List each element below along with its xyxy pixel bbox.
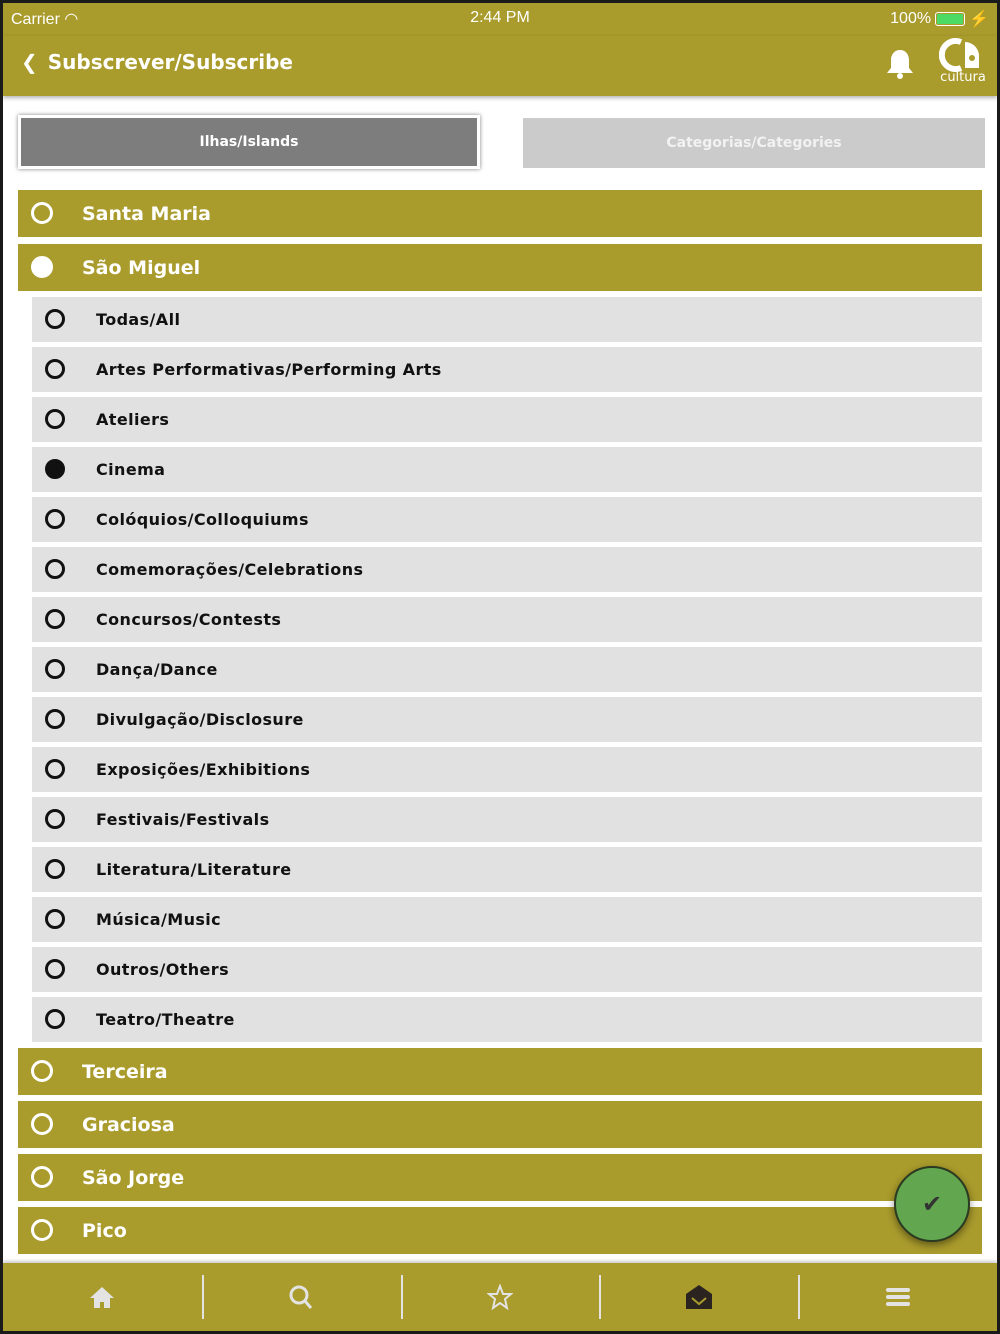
menu-icon (886, 1286, 910, 1308)
island-row[interactable] (18, 190, 982, 237)
bell-icon[interactable] (885, 48, 915, 84)
radio-unchecked-icon[interactable] (45, 909, 65, 929)
category-row[interactable] (32, 447, 982, 492)
radio-unchecked-icon[interactable] (45, 559, 65, 579)
radio-checked-icon[interactable] (31, 256, 53, 278)
category-label: Dança/Dance (96, 660, 218, 679)
category-label: Teatro/Theatre (96, 1010, 235, 1029)
tab-home[interactable] (3, 1263, 202, 1331)
home-icon (89, 1285, 115, 1309)
category-label: Artes Performativas/Performing Arts (96, 360, 442, 379)
nav-bar (3, 36, 997, 96)
radio-checked-icon[interactable] (45, 459, 65, 479)
screen (3, 3, 997, 1331)
radio-unchecked-icon[interactable] (45, 359, 65, 379)
tab-subscribe[interactable] (599, 1263, 798, 1331)
island-row[interactable] (18, 1101, 982, 1148)
carrier-label: Carrier (11, 11, 60, 28)
category-label: Cinema (96, 460, 166, 479)
category-row[interactable] (32, 897, 982, 942)
confirm-button[interactable] (894, 1166, 970, 1242)
radio-unchecked-icon[interactable] (31, 1113, 53, 1135)
category-row[interactable] (32, 347, 982, 392)
radio-unchecked-icon[interactable] (45, 409, 65, 429)
radio-unchecked-icon[interactable] (45, 859, 65, 879)
radio-unchecked-icon[interactable] (45, 609, 65, 629)
radio-unchecked-icon[interactable] (45, 509, 65, 529)
category-row[interactable] (32, 797, 982, 842)
battery (890, 9, 989, 29)
island-row[interactable] (18, 1048, 982, 1095)
tab-search[interactable] (202, 1263, 401, 1331)
mail-icon (685, 1284, 713, 1310)
radio-unchecked-icon[interactable] (45, 959, 65, 979)
category-label: Música/Music (96, 910, 222, 929)
category-label: Literatura/Literature (96, 860, 292, 879)
category-row[interactable] (32, 497, 982, 542)
radio-unchecked-icon[interactable] (45, 659, 65, 679)
charging-icon: ⚡ (969, 11, 989, 28)
chevron-left-icon: ❮ (21, 50, 38, 74)
category-row[interactable] (32, 697, 982, 742)
category-row[interactable] (32, 597, 982, 642)
island-label: Terceira (82, 1060, 168, 1083)
category-label: Concursos/Contests (96, 610, 282, 629)
tab-islands[interactable]: Ilhas/Islands (18, 115, 480, 169)
battery-icon (935, 12, 965, 26)
category-row[interactable] (32, 647, 982, 692)
category-label: Colóquios/Colloquiums (96, 510, 309, 529)
category-row[interactable] (32, 397, 982, 442)
tab-menu[interactable] (798, 1263, 997, 1331)
radio-unchecked-icon[interactable] (45, 1009, 65, 1029)
cultura-logo (939, 38, 987, 85)
category-label: Ateliers (96, 410, 170, 429)
island-label: Pico (82, 1219, 127, 1242)
tab-favorites[interactable] (401, 1263, 600, 1331)
category-row[interactable] (32, 947, 982, 992)
check-icon: ✔ (921, 1190, 943, 1218)
island-label: São Jorge (82, 1166, 185, 1189)
radio-unchecked-icon[interactable] (31, 1060, 53, 1082)
star-icon (487, 1284, 513, 1310)
category-label: Divulgação/Disclosure (96, 710, 304, 729)
island-label: São Miguel (82, 256, 201, 279)
radio-unchecked-icon[interactable] (31, 202, 53, 224)
island-row[interactable] (18, 1207, 982, 1254)
category-row[interactable] (32, 747, 982, 792)
category-row[interactable] (32, 847, 982, 892)
radio-unchecked-icon[interactable] (31, 1219, 53, 1241)
island-row[interactable] (18, 244, 982, 291)
category-row[interactable] (32, 997, 982, 1042)
category-row[interactable] (32, 297, 982, 342)
status-bar (3, 3, 997, 36)
logo-text: cultura (940, 70, 986, 85)
category-label: Festivais/Festivals (96, 810, 270, 829)
island-label: Graciosa (82, 1113, 175, 1136)
page-title: Subscrever/Subscribe (47, 50, 293, 74)
radio-unchecked-icon[interactable] (45, 759, 65, 779)
category-row[interactable] (32, 547, 982, 592)
tab-group (18, 115, 982, 171)
clock: 2:44 PM (470, 9, 530, 26)
island-label: Santa Maria (82, 202, 211, 225)
radio-unchecked-icon[interactable] (31, 1166, 53, 1188)
category-label: Outros/Others (96, 960, 229, 979)
search-icon (288, 1284, 314, 1310)
radio-unchecked-icon[interactable] (45, 809, 65, 829)
radio-unchecked-icon[interactable] (45, 309, 65, 329)
battery-percent: 100% (890, 10, 932, 27)
wifi-icon: ◠ (64, 11, 79, 28)
category-label: Todas/All (96, 310, 181, 329)
back-button[interactable] (21, 50, 293, 74)
category-label: Exposições/Exhibitions (96, 760, 311, 779)
category-label: Comemorações/Celebrations (96, 560, 364, 579)
tab-categories[interactable]: Categorias/Categories (523, 118, 985, 168)
bottom-tab-bar (3, 1263, 997, 1331)
island-row[interactable] (18, 1154, 982, 1201)
radio-unchecked-icon[interactable] (45, 709, 65, 729)
